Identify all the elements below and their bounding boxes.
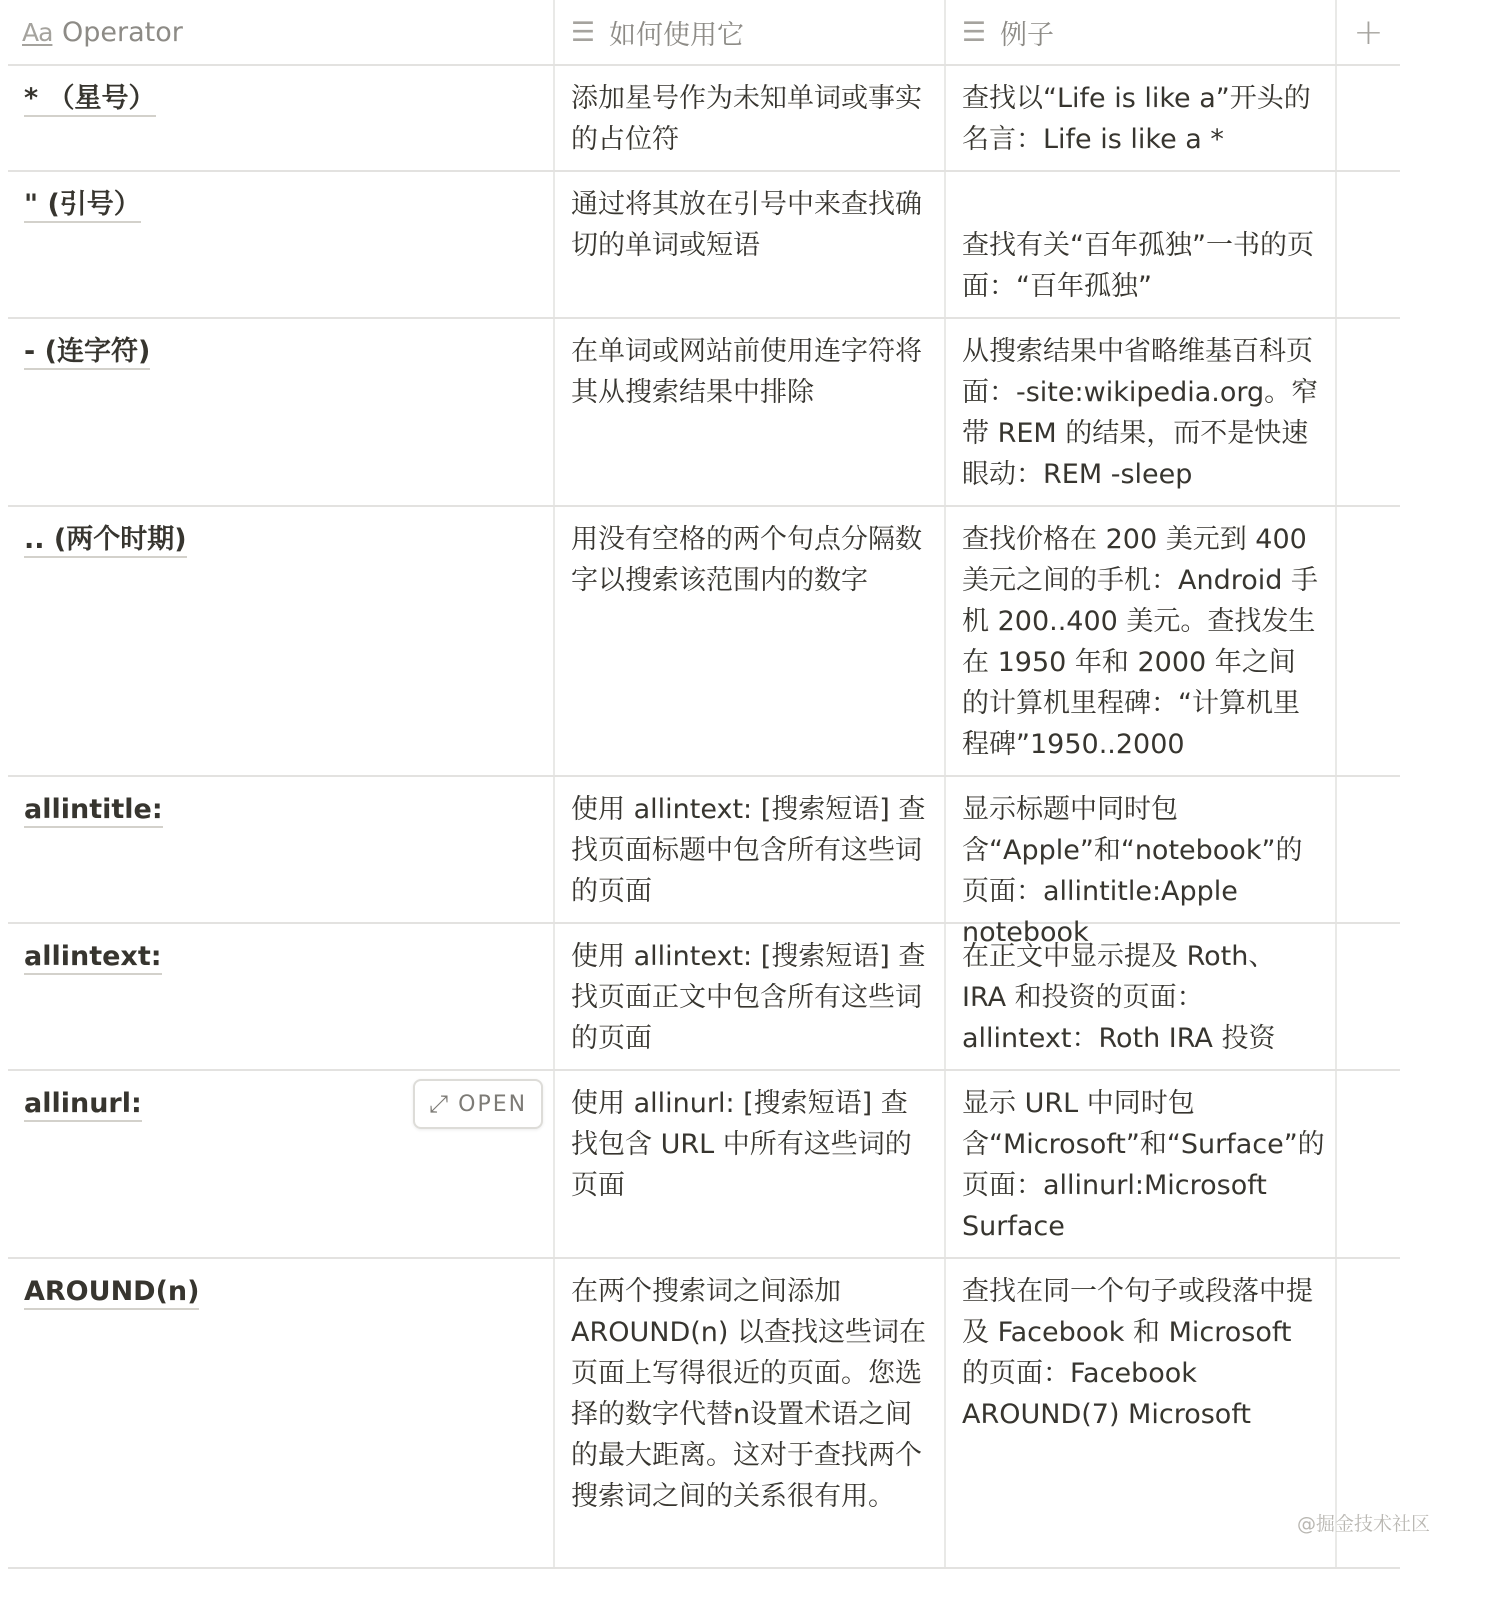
empty-cell [1337,319,1400,505]
column-header-example[interactable] [946,0,1337,64]
table-row[interactable] [8,507,1400,777]
example-cell[interactable] [946,924,1337,1069]
example-text: 从搜索结果中省略维基百科页面：-site:wikipedia.org。窄带 REM 的结果，而不是快速眼动：REM -sleep [962,336,1319,490]
example-cell[interactable] [946,172,1337,317]
column-header-label: 如何使用它 [609,19,744,51]
table-row[interactable] [8,1071,1400,1259]
example-text: 查找价格在 200 美元到 400 美元之间的手机：Android 手机 200..400 美元。查找发生在 1950 年和 2000 年之间的计算机里程碑：“计算机里程碑”1950..2000 [962,524,1318,760]
table-row[interactable] [8,1259,1400,1569]
example-cell[interactable] [946,66,1337,170]
example-text: 查找在同一个句子或段落中提及 Facebook 和 Microsoft 的页面：Facebook AROUND(7) Microsoft [962,1276,1313,1430]
example-cell[interactable] [946,777,1337,948]
operator-cell[interactable] [8,777,555,922]
usage-text: 在单词或网站前使用连字符将其从搜索结果中排除 [571,336,922,408]
column-header-label: Operator [62,16,183,48]
watermark: @掘金技术社区 [1297,1513,1431,1535]
table-row[interactable] [8,172,1400,319]
text-property-icon: ☰ [570,16,596,48]
empty-cell [1337,1071,1400,1257]
plus-icon: + [1353,11,1384,53]
empty-cell [1337,172,1400,317]
column-header-usage[interactable] [555,0,946,64]
usage-cell[interactable] [555,507,946,775]
usage-cell[interactable] [555,319,946,505]
empty-cell [1337,66,1400,170]
usage-cell[interactable] [555,172,946,317]
usage-text: 添加星号作为未知单词或事实的占位符 [571,83,922,155]
example-text: 显示标题中同时包含“Apple”和“notebook”的页面：allintitle:Apple notebook [962,794,1303,948]
usage-text: 使用 allinurl: [搜索短语] 查找包含 URL 中所有这些词的页面 [571,1088,912,1201]
open-page-button[interactable] [413,1079,543,1129]
operator-cell[interactable] [8,172,555,317]
usage-text: 用没有空格的两个句点分隔数字以搜索该范围内的数字 [571,524,922,596]
example-text: 在正文中显示提及 Roth、IRA 和投资的页面：allintext：Roth IRA 投资 [962,941,1276,1054]
table-row[interactable] [8,924,1400,1071]
operator-title[interactable]: allintitle: [24,794,163,828]
usage-cell[interactable] [555,1071,946,1257]
example-cell[interactable] [946,1071,1337,1257]
usage-cell[interactable] [555,66,946,170]
title-property-icon: Aa [22,17,53,47]
usage-text: 使用 allintext: [搜索短语] 查找页面标题中包含所有这些词的页面 [571,794,926,907]
example-cell[interactable] [946,1259,1337,1567]
operator-title[interactable]: allintext: [24,941,162,975]
example-cell[interactable] [946,507,1337,775]
operator-cell[interactable] [8,1071,555,1257]
table-row[interactable] [8,66,1400,172]
operator-title[interactable]: - (连字符) [24,336,150,370]
empty-cell [1337,777,1400,922]
database-table [8,0,1400,1569]
table-row[interactable] [8,319,1400,507]
usage-cell[interactable] [555,1259,946,1567]
expand-icon: ⤢ [428,1089,449,1118]
text-property-icon: ☰ [961,16,987,48]
operator-title[interactable]: * （星号） [24,83,156,117]
example-text: 显示 URL 中同时包含“Microsoft”和“Surface”的页面：allinurl:Microsoft Surface [962,1088,1325,1242]
example-text: 查找有关“百年孤独”一书的页面：“百年孤独” [962,230,1314,302]
operator-cell[interactable] [8,66,555,170]
table-header-row [8,0,1400,66]
open-button-label: OPEN [458,1091,528,1117]
usage-text: 使用 allintext: [搜索短语] 查找页面正文中包含所有这些词的页面 [571,941,926,1054]
operator-cell[interactable] [8,1259,555,1567]
example-text: 查找以“Life is like a”开头的名言：Life is like a * [962,83,1311,155]
operator-title[interactable]: .. (两个时期) [24,524,187,558]
column-header-label: 例子 [1000,19,1054,51]
operator-cell[interactable] [8,319,555,505]
operator-cell[interactable] [8,507,555,775]
operator-title[interactable]: allinurl: [24,1088,142,1122]
add-column-button[interactable] [1337,0,1400,64]
operator-cell[interactable] [8,924,555,1069]
usage-cell[interactable] [555,924,946,1069]
operator-title[interactable]: AROUND(n) [24,1276,199,1310]
table-row[interactable] [8,777,1400,948]
column-header-operator[interactable] [8,0,555,64]
empty-cell [1337,924,1400,1069]
empty-cell [1337,507,1400,775]
usage-text: 通过将其放在引号中来查找确切的单词或短语 [571,189,922,261]
operator-title[interactable]: " (引号） [24,189,141,223]
usage-text: 在两个搜索词之间添加 AROUND(n) 以查找这些词在页面上写得很近的页面。您选择的数字代替n设置术语之间的最大距离。这对于查找两个搜索词之间的关系很有用。 [571,1276,926,1512]
example-cell[interactable] [946,319,1337,505]
usage-cell[interactable] [555,777,946,922]
